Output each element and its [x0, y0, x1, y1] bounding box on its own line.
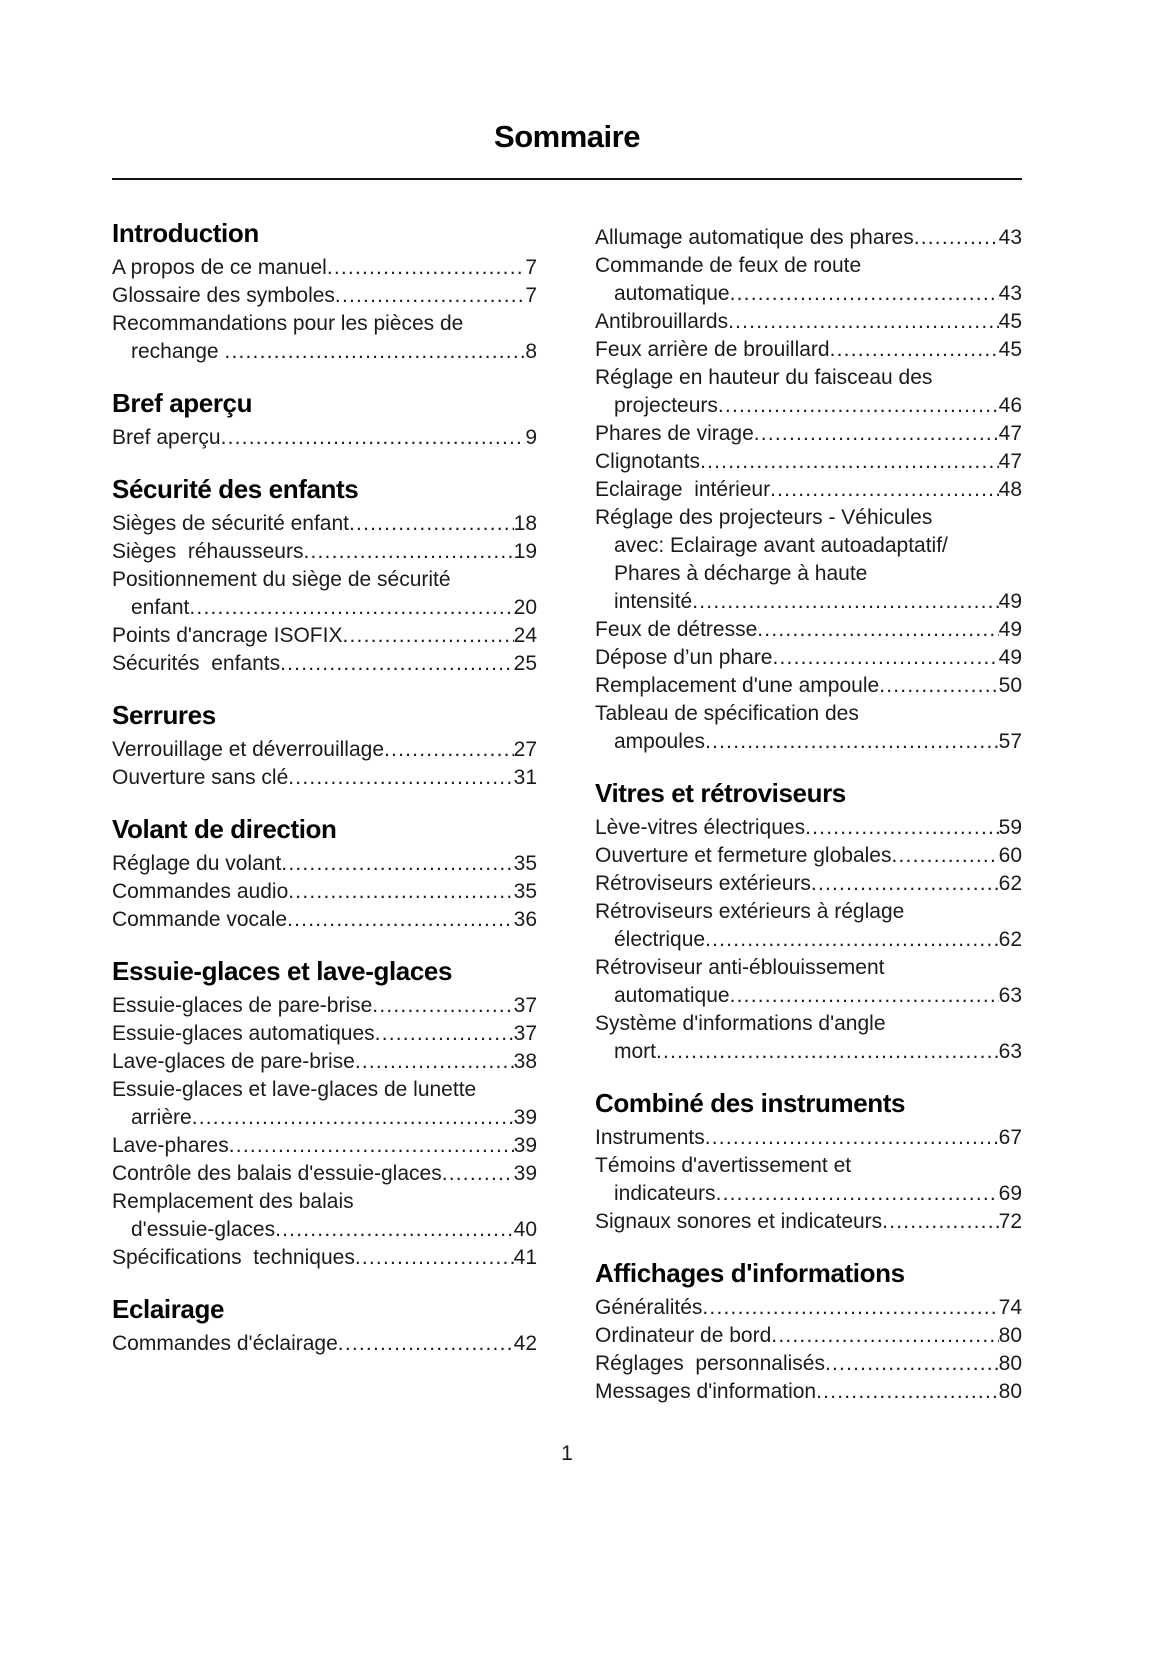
toc-entry-wrapped-line: Rétroviseurs extérieurs à réglage: [595, 900, 905, 923]
toc-entry-last-line: [595, 1322, 1022, 1350]
toc-entry: [595, 224, 1022, 252]
dot-leader: [705, 926, 999, 954]
dot-leader: [772, 644, 998, 672]
toc-entry: [595, 814, 1022, 842]
toc-entry: [595, 448, 1022, 476]
toc-entry-last-line: [112, 282, 537, 310]
section-heading: Serrures: [112, 700, 216, 730]
dot-leader: [288, 878, 513, 906]
toc-entry-page-number: 45: [998, 338, 1022, 361]
toc-entry-label: Lave-phares: [112, 1134, 229, 1157]
toc-entry: [112, 424, 537, 452]
section-heading: Affichages d'informations: [595, 1258, 905, 1288]
toc-entry-last-line: [614, 588, 1022, 616]
toc-entry-page-number: 27: [513, 738, 537, 761]
toc-section: [595, 1088, 1022, 1236]
dot-leader: [825, 1350, 999, 1378]
toc-entry-last-line: [112, 878, 537, 906]
toc-entry-last-line: [112, 424, 537, 452]
toc-entry-page-number: 80: [998, 1352, 1022, 1375]
toc-entry-page-number: 45: [998, 310, 1022, 333]
dot-leader: [805, 814, 999, 842]
toc-entry-page-number: 69: [998, 1182, 1022, 1205]
page-title: Sommaire: [494, 119, 640, 154]
toc-entry-last-line: [595, 870, 1022, 898]
toc-entry-page-number: 38: [513, 1050, 537, 1073]
dot-leader: [771, 1322, 998, 1350]
dot-leader: [355, 1244, 514, 1272]
toc-entry: [595, 700, 1022, 756]
toc-entry-wrapped-line: Essuie-glaces et lave-glaces de lunette: [112, 1078, 477, 1101]
toc-entry: [595, 1124, 1022, 1152]
toc-entry-last-line: [112, 510, 537, 538]
dot-leader: [730, 982, 999, 1010]
toc-entry: [595, 870, 1022, 898]
dot-leader: [303, 538, 513, 566]
toc-entry: [112, 1020, 537, 1048]
toc-entry-page-number: 43: [998, 226, 1022, 249]
toc-entry-label: A propos de ce manuel: [112, 256, 327, 279]
toc-entry-last-line: [112, 1160, 537, 1188]
toc-entry-page-number: 60: [998, 844, 1022, 867]
toc-entry-wrapped-line: Commande de feux de route: [595, 254, 862, 277]
toc-entry: [595, 1350, 1022, 1378]
section-heading: Sécurité des enfants: [112, 474, 359, 504]
dot-leader: [288, 764, 513, 792]
toc-entry-label: Réglages personnalisés: [595, 1352, 825, 1375]
toc-entry-last-line: [614, 280, 1022, 308]
toc-entry-page-number: 62: [998, 872, 1022, 895]
toc-column-left: [112, 218, 537, 1358]
toc-entry-page-number: 39: [513, 1134, 537, 1157]
toc-entry-label: Points d'ancrage ISOFIX: [112, 624, 343, 647]
toc-entry-label: Ouverture et fermeture globales: [595, 844, 892, 867]
toc-entry-label: indicateurs: [614, 1182, 716, 1205]
toc-entry-page-number: 80: [998, 1324, 1022, 1347]
toc-entry-page-number: 80: [998, 1380, 1022, 1403]
toc-entry-label: Contrôle des balais d'essuie-glaces: [112, 1162, 442, 1185]
toc-entry-last-line: [595, 336, 1022, 364]
toc-entry-page-number: 50: [998, 674, 1022, 697]
toc-entry-last-line: [595, 476, 1022, 504]
dot-leader: [656, 1038, 999, 1066]
toc-entry-label: Remplacement d'une ampoule: [595, 674, 880, 697]
dot-leader: [757, 616, 998, 644]
dot-leader: [879, 672, 998, 700]
section-heading: Bref aperçu: [112, 388, 253, 418]
toc-entry-last-line: [614, 392, 1022, 420]
dot-leader: [705, 1124, 999, 1152]
toc-entry-last-line: [614, 1038, 1022, 1066]
toc-entry-last-line: [595, 420, 1022, 448]
toc-column-right: [595, 218, 1022, 1406]
dot-leader: [224, 338, 525, 366]
dot-leader: [442, 1160, 514, 1188]
toc-entry-last-line: [112, 1244, 537, 1272]
toc-entry-label: rechange: [131, 340, 225, 363]
toc-entry-label: Essuie-glaces de pare-brise: [112, 994, 373, 1017]
section-heading: Combiné des instruments: [595, 1088, 906, 1118]
dot-leader: [342, 622, 513, 650]
toc-entry-last-line: [595, 616, 1022, 644]
toc-entry: [595, 616, 1022, 644]
toc-entry: [112, 650, 537, 678]
toc-entry-label: Eclairage intérieur: [595, 478, 771, 501]
title-divider: [112, 178, 1022, 180]
toc-entry-page-number: 35: [513, 880, 537, 903]
toc-entry-label: Ordinateur de bord: [595, 1324, 772, 1347]
toc-entry-label: d'essuie-glaces: [131, 1218, 276, 1241]
toc-entry-label: Commandes audio: [112, 880, 289, 903]
toc-entry-label: automatique: [614, 984, 730, 1007]
toc-entry-label: Phares de virage: [595, 422, 754, 445]
toc-entry-wrapped-line: Réglage en hauteur du faisceau des: [595, 366, 933, 389]
toc-entry: [112, 254, 537, 282]
toc-entry: [595, 898, 1022, 954]
toc-entry: [595, 252, 1022, 308]
toc-entry-last-line: [595, 644, 1022, 672]
dot-leader: [830, 336, 999, 364]
dot-leader: [754, 420, 999, 448]
toc-entry-page-number: 41: [513, 1246, 537, 1269]
toc-entry-page-number: 40: [513, 1218, 537, 1241]
footer-page-number: 1: [561, 1442, 573, 1465]
toc-entry-label: Lave-glaces de pare-brise: [112, 1050, 355, 1073]
toc-entry-page-number: 31: [513, 766, 537, 789]
toc-entry-label: Généralités: [595, 1296, 703, 1319]
dot-leader: [189, 594, 513, 622]
dot-leader: [730, 280, 999, 308]
dot-leader: [372, 992, 513, 1020]
toc-entry-last-line: [595, 1294, 1022, 1322]
toc-section: [112, 1294, 537, 1358]
dot-leader: [338, 1330, 514, 1358]
toc-entry: [112, 310, 537, 366]
toc-entry-last-line: [131, 594, 537, 622]
toc-entry-page-number: 67: [998, 1126, 1022, 1149]
dot-leader: [811, 870, 999, 898]
dot-leader: [280, 650, 514, 678]
toc-entry: [595, 1010, 1022, 1066]
toc-entry-last-line: [112, 622, 537, 650]
dot-leader: [229, 1132, 514, 1160]
toc-entry: [112, 1132, 537, 1160]
toc-entry-last-line: [112, 906, 537, 934]
dot-leader: [700, 448, 999, 476]
dot-leader: [891, 842, 998, 870]
toc-entry-page-number: 74: [998, 1296, 1022, 1319]
toc-section: [112, 474, 537, 678]
toc-entry-label: Lève-vitres électriques: [595, 816, 806, 839]
toc-entry-last-line: [614, 1180, 1022, 1208]
section-heading: Eclairage: [112, 1294, 225, 1324]
toc-entry-label: Allumage automatique des phares: [595, 226, 914, 249]
dot-leader: [914, 224, 999, 252]
toc-entry-page-number: 63: [998, 984, 1022, 1007]
toc-entry: [595, 1152, 1022, 1208]
toc-section: [595, 224, 1022, 756]
dot-leader: [716, 1180, 999, 1208]
toc-entry-last-line: [112, 1132, 537, 1160]
toc-entry: [595, 1322, 1022, 1350]
toc-entry: [112, 282, 537, 310]
toc-entry-last-line: [131, 1216, 537, 1244]
toc-entry-wrapped-line: Système d'informations d'angle: [595, 1012, 886, 1035]
toc-entry-page-number: 57: [998, 730, 1022, 753]
toc-entry-label: Sièges réhausseurs: [112, 540, 304, 563]
dot-leader: [692, 588, 998, 616]
toc-entry: [112, 850, 537, 878]
dot-leader: [349, 510, 514, 538]
toc-entry-last-line: [614, 926, 1022, 954]
toc-entry-last-line: [595, 842, 1022, 870]
toc-section: [595, 1258, 1022, 1406]
toc-entry-label: projecteurs: [614, 394, 718, 417]
toc-entry-last-line: [112, 650, 537, 678]
toc-entry-page-number: 63: [998, 1040, 1022, 1063]
toc-entry-last-line: [595, 224, 1022, 252]
toc-entry-wrapped-line: Tableau de spécification des: [595, 702, 859, 725]
dot-leader: [882, 1208, 998, 1236]
toc-entry-last-line: [112, 1330, 537, 1358]
toc-entry-label: mort: [614, 1040, 656, 1063]
dot-leader: [770, 476, 999, 504]
toc-entry: [595, 336, 1022, 364]
toc-entry-label: Feux arrière de brouillard: [595, 338, 830, 361]
toc-entry: [112, 566, 537, 622]
toc-entry: [595, 476, 1022, 504]
toc-entry-label: Essuie-glaces automatiques: [112, 1022, 375, 1045]
toc-entry: [112, 736, 537, 764]
toc-entry-label: Sièges de sécurité enfant: [112, 512, 349, 535]
toc-entry-last-line: [112, 992, 537, 1020]
toc-entry-last-line: [112, 850, 537, 878]
toc-entry: [112, 1160, 537, 1188]
toc-entry: [112, 764, 537, 792]
toc-entry: [595, 644, 1022, 672]
toc-entry-last-line: [112, 764, 537, 792]
toc-entry-label: Messages d'information: [595, 1380, 817, 1403]
toc-entry-wrapped-line: Phares à décharge à haute: [614, 562, 868, 585]
toc-entry-page-number: 48: [998, 478, 1022, 501]
toc-entry-page-number: 19: [513, 540, 537, 563]
toc-entry: [595, 842, 1022, 870]
toc-entry: [112, 906, 537, 934]
toc-entry-last-line: [595, 448, 1022, 476]
dot-leader: [221, 424, 526, 452]
dot-leader: [327, 254, 526, 282]
toc-entry-page-number: 25: [513, 652, 537, 675]
toc-entry-page-number: 42: [513, 1332, 537, 1355]
dot-leader: [281, 850, 513, 878]
toc-section: [112, 814, 537, 934]
toc-entry-label: intensité: [614, 590, 693, 613]
toc-entry-label: Signaux sonores et indicateurs: [595, 1210, 883, 1233]
toc-entry-last-line: [614, 982, 1022, 1010]
dot-leader: [702, 1294, 998, 1322]
toc-entry-page-number: 18: [513, 512, 537, 535]
toc-entry-page-number: 7: [525, 256, 537, 279]
toc-entry-page-number: 43: [998, 282, 1022, 305]
toc-entry-page-number: 8: [525, 340, 537, 363]
toc-entry-page-number: 59: [998, 816, 1022, 839]
toc-entry-page-number: 9: [525, 426, 537, 449]
toc-entry: [595, 364, 1022, 420]
dot-leader: [275, 1216, 514, 1244]
dot-leader: [384, 736, 514, 764]
toc-entry-page-number: 24: [513, 624, 537, 647]
toc-entry: [595, 1208, 1022, 1236]
toc-entry-label: Sécurités enfants: [112, 652, 281, 675]
toc-entry-label: automatique: [614, 282, 730, 305]
toc-entry-last-line: [595, 672, 1022, 700]
toc-entry-last-line: [595, 1208, 1022, 1236]
dot-leader: [355, 1048, 514, 1076]
toc-entry-wrapped-line: Positionnement du siège de sécurité: [112, 568, 451, 591]
dot-leader: [287, 906, 514, 934]
toc-entry: [112, 878, 537, 906]
dot-leader: [335, 282, 525, 310]
dot-leader: [816, 1378, 999, 1406]
toc-entry: [112, 510, 537, 538]
toc-entry-page-number: 39: [513, 1106, 537, 1129]
toc-entry-last-line: [595, 1350, 1022, 1378]
section-heading: Essuie-glaces et lave-glaces: [112, 956, 453, 986]
toc-entry-label: Instruments: [595, 1126, 705, 1149]
toc-entry-last-line: [595, 1124, 1022, 1152]
toc-entry-label: Antibrouillards: [595, 310, 729, 333]
toc-entry-label: Réglage du volant: [112, 852, 282, 875]
toc-section: [112, 388, 537, 452]
toc-entry-page-number: 20: [513, 596, 537, 619]
dot-leader: [375, 1020, 514, 1048]
toc-entry: [595, 504, 1022, 616]
toc-entry: [112, 1048, 537, 1076]
toc-section: [112, 700, 537, 792]
section-heading: Introduction: [112, 218, 259, 248]
toc-entry: [595, 420, 1022, 448]
toc-entry-label: Commandes d'éclairage: [112, 1332, 338, 1355]
toc-entry-wrapped-line: Rétroviseur anti-éblouissement: [595, 956, 885, 979]
page-content: [112, 0, 1022, 1654]
section-heading: Volant de direction: [112, 814, 337, 844]
toc-entry-label: Clignotants: [595, 450, 701, 473]
toc-entry-label: Rétroviseurs extérieurs: [595, 872, 811, 895]
toc-entry-page-number: 49: [998, 618, 1022, 641]
toc-entry-page-number: 36: [513, 908, 537, 931]
toc-columns: [112, 218, 1022, 1406]
toc-entry-page-number: 46: [998, 394, 1022, 417]
toc-entry-page-number: 49: [998, 646, 1022, 669]
toc-entry: [595, 308, 1022, 336]
toc-entry-last-line: [131, 1104, 537, 1132]
toc-entry-page-number: 37: [513, 1022, 537, 1045]
toc-entry-wrapped-line: avec: Eclairage avant autoadaptatif/: [614, 534, 948, 557]
toc-entry: [595, 954, 1022, 1010]
toc-entry-label: Ouverture sans clé: [112, 766, 289, 789]
toc-entry-label: Glossaire des symboles: [112, 284, 335, 307]
toc-entry-page-number: 47: [998, 450, 1022, 473]
toc-section: [112, 956, 537, 1272]
toc-entry-label: Bref aperçu: [112, 426, 221, 449]
toc-entry-last-line: [595, 1378, 1022, 1406]
toc-entry: [112, 1188, 537, 1244]
toc-entry-label: Dépose d’un phare: [595, 646, 773, 669]
toc-entry-last-line: [112, 1020, 537, 1048]
toc-entry-last-line: [112, 254, 537, 282]
toc-entry-page-number: 47: [998, 422, 1022, 445]
toc-entry-label: électrique: [614, 928, 706, 951]
toc-entry: [595, 1378, 1022, 1406]
toc-entry-label: Feux de détresse: [595, 618, 758, 641]
toc-section: [112, 218, 537, 366]
toc-entry-wrapped-line: Réglage des projecteurs - Véhicules: [595, 506, 933, 529]
toc-entry: [112, 538, 537, 566]
toc-entry: [112, 1076, 537, 1132]
toc-entry-page-number: 62: [998, 928, 1022, 951]
toc-entry-last-line: [112, 538, 537, 566]
toc-entry-wrapped-line: Recommandations pour les pièces de: [112, 312, 464, 335]
section-heading: Vitres et rétroviseurs: [595, 778, 846, 808]
toc-entry-wrapped-line: Témoins d'avertissement et: [595, 1154, 852, 1177]
toc-entry-page-number: 72: [998, 1210, 1022, 1233]
toc-entry-page-number: 35: [513, 852, 537, 875]
toc-entry-label: Spécifications techniques: [112, 1246, 355, 1269]
dot-leader: [718, 392, 999, 420]
toc-entry-last-line: [614, 728, 1022, 756]
toc-entry-label: Verrouillage et déverrouillage: [112, 738, 385, 761]
toc-entry: [112, 992, 537, 1020]
toc-entry-last-line: [131, 338, 537, 366]
toc-entry-page-number: 37: [513, 994, 537, 1017]
toc-entry-label: ampoules: [614, 730, 706, 753]
toc-entry-last-line: [112, 1048, 537, 1076]
toc-entry-label: arrière: [131, 1106, 192, 1129]
toc-entry-last-line: [112, 736, 537, 764]
toc-entry: [112, 1330, 537, 1358]
toc-entry-page-number: 39: [513, 1162, 537, 1185]
toc-entry: [112, 622, 537, 650]
toc-entry-label: Commande vocale: [112, 908, 288, 931]
toc-entry-wrapped-line: Remplacement des balais: [112, 1190, 354, 1213]
toc-entry-label: enfant: [131, 596, 190, 619]
toc-entry-last-line: [595, 308, 1022, 336]
toc-entry-page-number: 7: [525, 284, 537, 307]
toc-entry: [595, 672, 1022, 700]
dot-leader: [192, 1104, 514, 1132]
dot-leader: [728, 308, 999, 336]
toc-entry-last-line: [595, 814, 1022, 842]
toc-entry: [595, 1294, 1022, 1322]
toc-entry-page-number: 49: [998, 590, 1022, 613]
toc-section: [595, 778, 1022, 1066]
toc-entry: [112, 1244, 537, 1272]
dot-leader: [705, 728, 999, 756]
